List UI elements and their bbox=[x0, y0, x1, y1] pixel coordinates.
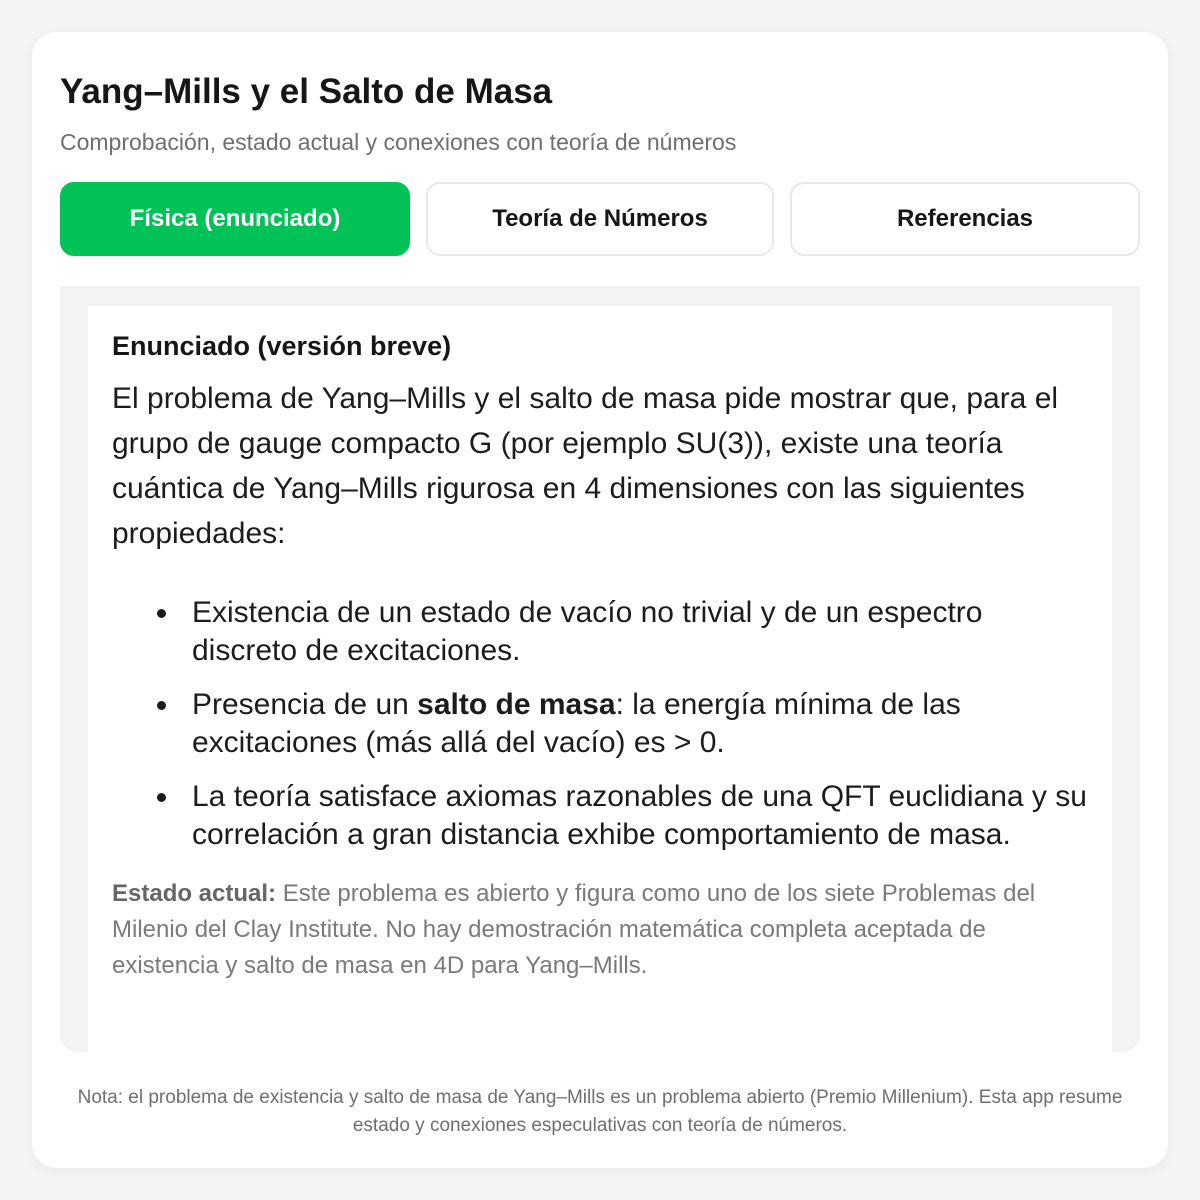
property-text: Existencia de un estado de vacío no trivial y de un espectro discreto de excitaciones. bbox=[192, 596, 983, 667]
tab-fisica-enunciado[interactable]: Física (enunciado) bbox=[60, 182, 410, 256]
app-card bbox=[32, 32, 1168, 1168]
status-label: Estado actual: bbox=[112, 880, 277, 907]
list-item bbox=[192, 686, 1092, 762]
content-panel[interactable] bbox=[88, 306, 1112, 1052]
intro-paragraph: El problema de Yang–Mills y el salto de masa pide mostrar que, para el grupo de gauge compacto G (por ejemplo SU(3)), existe una teoría cuántica de Yang–Mills rigurosa en 4 dimensiones con las siguientes propiedades: bbox=[112, 382, 1059, 550]
property-text-pre: Presencia de un bbox=[192, 688, 418, 721]
bullet-icon bbox=[157, 609, 166, 618]
list-item bbox=[192, 778, 1092, 854]
bullet-icon bbox=[157, 701, 166, 710]
tab-bar bbox=[60, 182, 1140, 256]
footer-note: Nota: el problema de existencia y salto de masa de Yang–Mills es un problema abierto (Premio Millenium). Esta app resume estado y conexiones especulativas con teoría de números. bbox=[77, 1087, 1123, 1136]
section-heading: Enunciado (versión breve) bbox=[112, 331, 452, 361]
property-text: La teoría satisface axiomas razonables de una QFT euclidiana y su correlación a gran distancia exhibe comportamiento de masa. bbox=[192, 780, 1087, 851]
content-area bbox=[60, 286, 1140, 1052]
app-title: Yang–Mills y el Salto de Masa bbox=[60, 72, 553, 111]
app-subtitle: Comprobación, estado actual y conexiones con teoría de números bbox=[60, 129, 737, 155]
tab-referencias[interactable]: Referencias bbox=[790, 182, 1140, 256]
bullet-icon bbox=[157, 793, 166, 802]
properties-list bbox=[112, 594, 1088, 854]
property-text-bold: salto de masa bbox=[417, 688, 616, 721]
tab-teoria-de-numeros[interactable]: Teoría de Números bbox=[426, 182, 774, 256]
status-text: Este problema es abierto y figura como uno de los siete Problemas del Milenio del Clay Institute. No hay demostración matemática completa aceptada de existencia y salto de masa en 4D para Yang–Mills. bbox=[112, 880, 1036, 979]
property-text-post: : la energía mínima de las excitaciones (más allá del vacío) es > 0. bbox=[192, 688, 961, 759]
list-item bbox=[192, 594, 1092, 670]
status-paragraph bbox=[112, 876, 1097, 984]
